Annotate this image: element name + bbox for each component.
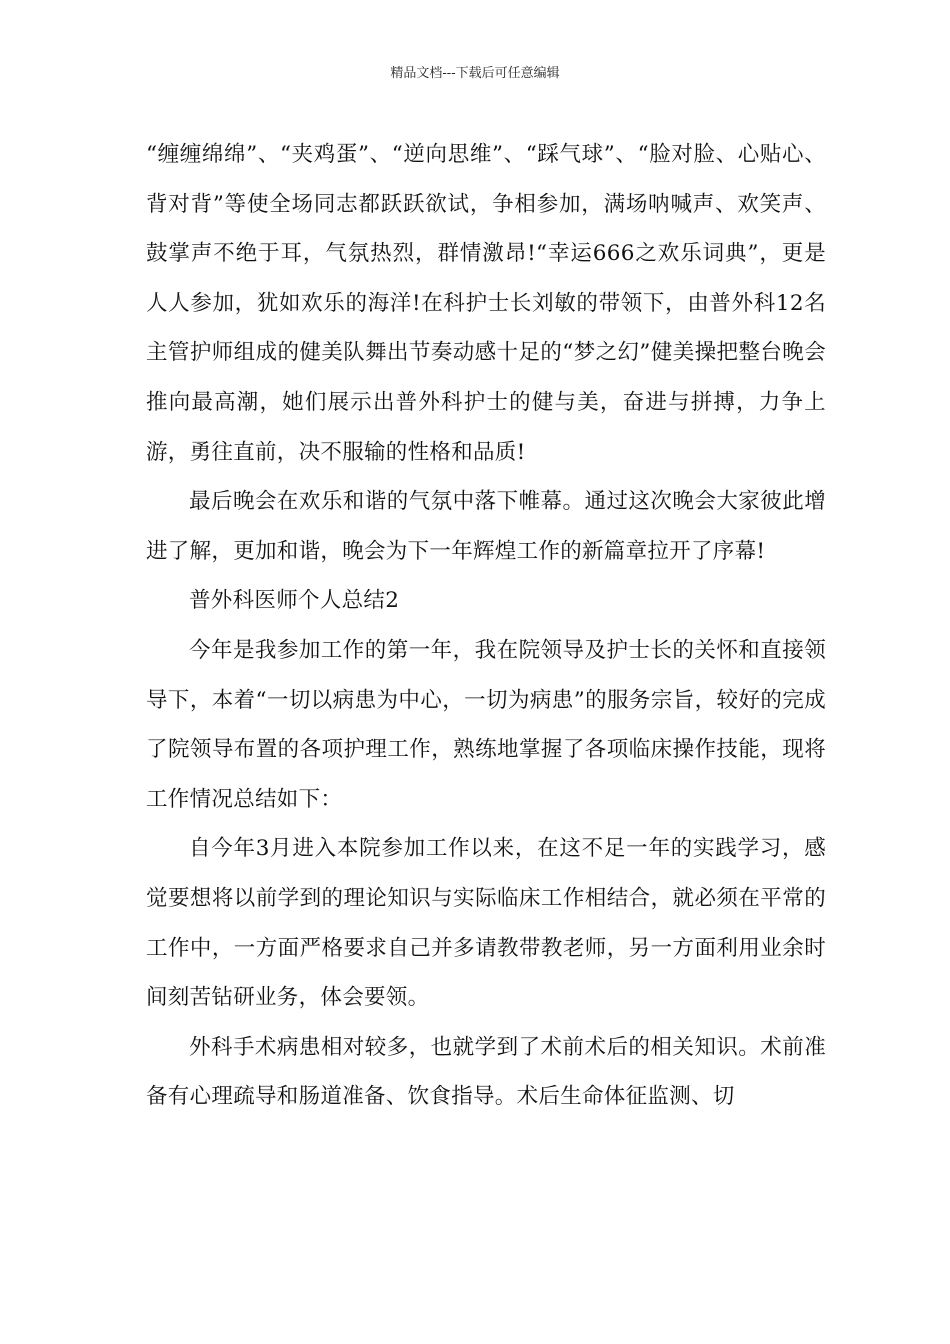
paragraph-3: 今年是我参加工作的第一年，我在院领导及护士长的关怀和直接领导下，本着“一切以病患为中心，一切为病患”的服务宗旨，较好的完成了院领导布置的各项护理工作，熟练地掌握了各项临床操作技能，现将工作情况总结如下：: [146, 637, 826, 812]
section-heading: 普外科医师个人总结2: [189, 588, 400, 614]
paragraph-1: “缠缠绵绵”、“夹鸡蛋”、“逆向思维”、“踩气球”、“脸对脸、心贴心、背对背”等使全场同志都跃跃欲试，争相参加，满场呐喊声、欢笑声、鼓掌声不绝于耳，气氛热烈，群情激昂!“幸运666之欢乐词典”，更是人人参加，犹如欢乐的海洋!在科护士长刘敏的带领下，由普外科12名主管护师组成的健美队舞出节奏动感十足的“梦之幻”健美操把整台晚会推向最高潮，她们展示出普外科护士的健与美，奋进与拼搏，力争上游，勇往直前，决不服输的性格和品质!: [146, 142, 826, 465]
page-header: 精品文档---下载后可任意编辑: [390, 66, 560, 81]
paragraph-4: 自今年3月进入本院参加工作以来，在这不足一年的实践学习，感觉要想将以前学到的理论知识与实际临床工作相结合，就必须在平常的工作中，一方面严格要求自己并多请教带教老师，另一方面利用业余时间刻苦钻研业务，体会要领。: [146, 836, 826, 1011]
paragraph-2: 最后晚会在欢乐和谐的气氛中落下帷幕。通过这次晚会大家彼此增进了解，更加和谐，晚会为下一年辉煌工作的新篇章拉开了序幕!: [146, 489, 826, 564]
paragraph-5: 外科手术病患相对较多，也就学到了术前术后的相关知识。术前准备有心理疏导和肠道准备、饮食指导。术后生命体征监测、切: [146, 1034, 826, 1110]
document-body: [146, 130, 826, 1122]
